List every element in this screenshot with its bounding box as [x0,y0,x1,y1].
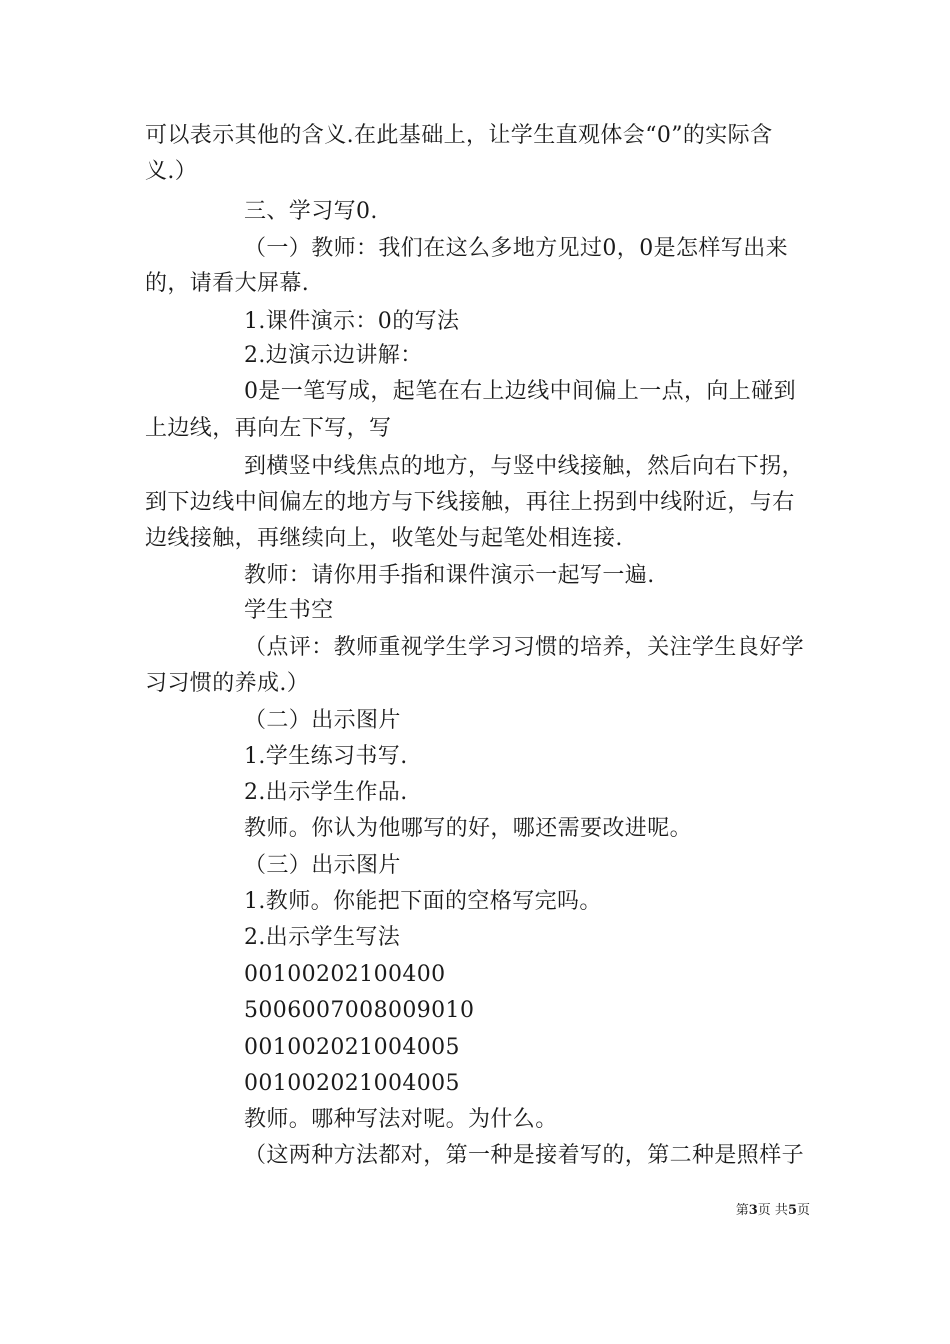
text-line: 可以表示其他的含义.在此基础上，让学生直观体会“0”的实际含 [145,123,773,148]
text-line: 2.出示学生写法 [244,925,401,950]
text-line: 1.教师。你能把下面的空格写完吗。 [244,889,602,914]
text-line: （这两种方法都对，第一种是接着写的，第二种是照样子 [244,1143,805,1168]
text-line: 00100202100400 [244,962,446,987]
text-line: 的，请看大屏幕. [145,271,310,296]
text-line: 到横竖中线焦点的地方，与竖中线接触，然后向右下拐， [244,454,805,479]
text-line: 教师：请你用手指和课件演示一起写一遍. [244,563,655,588]
text-line: 1.课件演示：0的写法 [244,309,460,334]
text-line: 上边线，再向左下写，写 [145,416,392,441]
text-line: （二）出示图片 [244,708,401,733]
text-line: 习习惯的养成.） [145,671,310,696]
total-page-number: 5 [787,1203,797,1218]
text-line: 教师。哪种写法对呢。为什么。 [244,1107,558,1132]
text-line: 001002021004005 [244,1035,460,1060]
text-line: 0是一笔写成，起笔在右上边线中间偏上一点，向上碰到 [244,379,796,404]
current-page-number: 3 [748,1203,758,1218]
text-line: 001002021004005 [244,1071,460,1096]
footer-middle: 页 共 [757,1203,788,1218]
text-line: 学生书空 [244,598,334,623]
text-line: 1.学生练习书写. [244,744,408,769]
text-line: 边线接触，再继续向上，收笔处与起笔处相连接. [145,526,623,551]
text-line: 5006007008009010 [244,998,475,1023]
text-line: （三）出示图片 [244,853,401,878]
footer-prefix: 第 [735,1203,749,1218]
text-line: （点评：教师重视学生学习习惯的培养，关注学生良好学 [244,635,805,660]
footer-suffix: 页 [796,1203,810,1218]
text-line: 义.） [145,159,198,184]
text-line: 教师。你认为他哪写的好，哪还需要改进呢。 [244,816,693,841]
page-number-footer [700,1202,810,1220]
text-line: （一）教师：我们在这么多地方见过0，0是怎样写出来 [244,236,788,261]
text-line: 2.出示学生作品. [244,780,408,805]
text-line: 三、学习写0. [244,199,378,224]
text-line: 到下边线中间偏左的地方与下线接触，再往上拐到中线附近，与右 [145,490,795,515]
text-line: 2.边演示边讲解： [244,343,423,368]
